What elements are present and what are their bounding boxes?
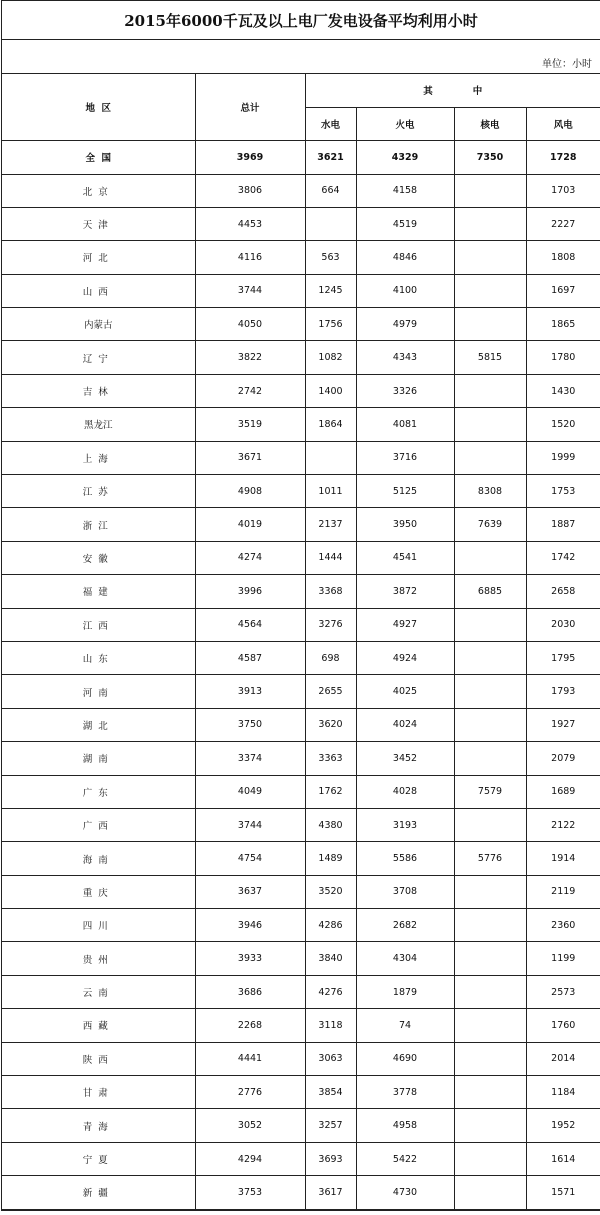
cell-total: 3052 xyxy=(195,1109,305,1142)
cell-wind: 2227 xyxy=(526,207,600,240)
cell-thermal: 4158 xyxy=(356,174,454,207)
table-row xyxy=(2,1009,600,1042)
cell-nuclear xyxy=(454,641,526,674)
cell-wind: 1753 xyxy=(526,475,600,508)
cell-thermal: 4025 xyxy=(356,675,454,708)
cell-hydro: 1864 xyxy=(305,408,356,441)
cell-hydro: 1082 xyxy=(305,341,356,374)
cell-region: 黑龙江 xyxy=(2,408,195,441)
cell-region: 内蒙古 xyxy=(2,308,195,341)
cell-thermal: 3193 xyxy=(356,808,454,841)
table-row xyxy=(2,541,600,574)
cell-nuclear xyxy=(454,742,526,775)
cell-thermal: 4100 xyxy=(356,274,454,307)
cell-thermal: 5125 xyxy=(356,475,454,508)
national-wind: 1728 xyxy=(526,140,600,174)
header-group-label: 其中 xyxy=(423,86,523,98)
cell-wind: 2119 xyxy=(526,875,600,908)
cell-nuclear xyxy=(454,1009,526,1042)
cell-total: 4049 xyxy=(195,775,305,808)
header-total: 总计 xyxy=(195,74,305,140)
header-hydro: 水电 xyxy=(305,107,356,140)
table-body xyxy=(2,140,600,1209)
table-row xyxy=(2,1142,600,1175)
cell-thermal: 3778 xyxy=(356,1076,454,1109)
table-row xyxy=(2,174,600,207)
cell-hydro: 698 xyxy=(305,641,356,674)
cell-hydro: 664 xyxy=(305,174,356,207)
cell-wind: 2014 xyxy=(526,1042,600,1075)
cell-wind: 1999 xyxy=(526,441,600,474)
cell-hydro: 1245 xyxy=(305,274,356,307)
cell-hydro: 563 xyxy=(305,241,356,274)
cell-hydro: 4276 xyxy=(305,975,356,1008)
cell-region: 福建 xyxy=(2,575,195,608)
table-row xyxy=(2,875,600,908)
cell-total: 3750 xyxy=(195,708,305,741)
cell-wind: 1760 xyxy=(526,1009,600,1042)
cell-wind: 1614 xyxy=(526,1142,600,1175)
cell-wind: 1865 xyxy=(526,308,600,341)
table-row xyxy=(2,775,600,808)
cell-wind: 1914 xyxy=(526,842,600,875)
cell-thermal: 3326 xyxy=(356,374,454,407)
cell-total: 3913 xyxy=(195,675,305,708)
cell-total: 4050 xyxy=(195,308,305,341)
table-row xyxy=(2,1076,600,1109)
cell-nuclear xyxy=(454,1142,526,1175)
table-row xyxy=(2,909,600,942)
cell-wind: 1742 xyxy=(526,541,600,574)
cell-wind: 1689 xyxy=(526,775,600,808)
cell-region: 陕西 xyxy=(2,1042,195,1075)
cell-nuclear xyxy=(454,374,526,407)
cell-region: 江苏 xyxy=(2,475,195,508)
cell-thermal: 3716 xyxy=(356,441,454,474)
cell-thermal: 4304 xyxy=(356,942,454,975)
cell-thermal: 2682 xyxy=(356,909,454,942)
cell-thermal: 3708 xyxy=(356,875,454,908)
cell-nuclear: 6885 xyxy=(454,575,526,608)
cell-total: 2742 xyxy=(195,374,305,407)
cell-region: 吉林 xyxy=(2,374,195,407)
cell-total: 3806 xyxy=(195,174,305,207)
table-row xyxy=(2,308,600,341)
cell-nuclear: 7579 xyxy=(454,775,526,808)
cell-total: 3822 xyxy=(195,341,305,374)
cell-nuclear xyxy=(454,1109,526,1142)
table-row xyxy=(2,274,600,307)
cell-nuclear xyxy=(454,909,526,942)
cell-thermal: 4541 xyxy=(356,541,454,574)
table-row xyxy=(2,975,600,1008)
cell-thermal: 4519 xyxy=(356,207,454,240)
table-row xyxy=(2,708,600,741)
cell-wind: 1697 xyxy=(526,274,600,307)
cell-wind: 1887 xyxy=(526,508,600,541)
cell-region: 广东 xyxy=(2,775,195,808)
cell-region: 西藏 xyxy=(2,1009,195,1042)
cell-thermal: 4730 xyxy=(356,1176,454,1209)
cell-nuclear: 7639 xyxy=(454,508,526,541)
cell-region: 山东 xyxy=(2,641,195,674)
cell-region: 上海 xyxy=(2,441,195,474)
cell-total: 3686 xyxy=(195,975,305,1008)
cell-thermal: 4343 xyxy=(356,341,454,374)
cell-thermal: 3950 xyxy=(356,508,454,541)
cell-nuclear xyxy=(454,975,526,1008)
cell-hydro: 1400 xyxy=(305,374,356,407)
cell-hydro: 3368 xyxy=(305,575,356,608)
table-row xyxy=(2,675,600,708)
cell-total: 4294 xyxy=(195,1142,305,1175)
cell-region: 辽宁 xyxy=(2,341,195,374)
cell-nuclear xyxy=(454,942,526,975)
cell-total: 3637 xyxy=(195,875,305,908)
cell-nuclear: 5776 xyxy=(454,842,526,875)
cell-thermal: 4846 xyxy=(356,241,454,274)
table-row xyxy=(2,374,600,407)
table-row xyxy=(2,1042,600,1075)
cell-total: 2268 xyxy=(195,1009,305,1042)
cell-wind: 1520 xyxy=(526,408,600,441)
cell-nuclear xyxy=(454,308,526,341)
cell-region: 重庆 xyxy=(2,875,195,908)
cell-wind: 2030 xyxy=(526,608,600,641)
cell-region: 安徽 xyxy=(2,541,195,574)
cell-total: 3946 xyxy=(195,909,305,942)
cell-nuclear xyxy=(454,207,526,240)
cell-wind: 1430 xyxy=(526,374,600,407)
cell-total: 4116 xyxy=(195,241,305,274)
cell-hydro: 1762 xyxy=(305,775,356,808)
cell-total: 3374 xyxy=(195,742,305,775)
cell-region: 云南 xyxy=(2,975,195,1008)
cell-region: 新疆 xyxy=(2,1176,195,1209)
cell-thermal: 3872 xyxy=(356,575,454,608)
cell-total: 4441 xyxy=(195,1042,305,1075)
cell-hydro: 3257 xyxy=(305,1109,356,1142)
cell-region: 贵州 xyxy=(2,942,195,975)
cell-total: 3744 xyxy=(195,808,305,841)
national-hydro: 3621 xyxy=(305,140,356,174)
cell-hydro: 2137 xyxy=(305,508,356,541)
cell-total: 4587 xyxy=(195,641,305,674)
cell-nuclear xyxy=(454,174,526,207)
cell-thermal: 5586 xyxy=(356,842,454,875)
cell-thermal: 4979 xyxy=(356,308,454,341)
cell-nuclear xyxy=(454,675,526,708)
cell-nuclear xyxy=(454,408,526,441)
cell-nuclear xyxy=(454,808,526,841)
cell-region: 海南 xyxy=(2,842,195,875)
cell-thermal: 4958 xyxy=(356,1109,454,1142)
cell-hydro: 4380 xyxy=(305,808,356,841)
header-thermal: 火电 xyxy=(356,107,454,140)
cell-total: 3671 xyxy=(195,441,305,474)
cell-region: 河南 xyxy=(2,675,195,708)
cell-nuclear xyxy=(454,708,526,741)
table-row xyxy=(2,1176,600,1209)
utilization-table xyxy=(2,74,600,1210)
cell-thermal: 4081 xyxy=(356,408,454,441)
cell-total: 4908 xyxy=(195,475,305,508)
cell-hydro: 3617 xyxy=(305,1176,356,1209)
cell-hydro: 3118 xyxy=(305,1009,356,1042)
cell-total: 3996 xyxy=(195,575,305,608)
table-row xyxy=(2,742,600,775)
table-row xyxy=(2,475,600,508)
cell-region: 浙江 xyxy=(2,508,195,541)
cell-region: 青海 xyxy=(2,1109,195,1142)
table-row xyxy=(2,842,600,875)
table-row xyxy=(2,608,600,641)
cell-hydro: 3840 xyxy=(305,942,356,975)
cell-region: 天津 xyxy=(2,207,195,240)
cell-hydro: 3276 xyxy=(305,608,356,641)
cell-total: 4453 xyxy=(195,207,305,240)
cell-wind: 2573 xyxy=(526,975,600,1008)
national-nuclear: 7350 xyxy=(454,140,526,174)
cell-nuclear xyxy=(454,241,526,274)
unit-label: 单位：小时 xyxy=(2,40,600,74)
header-wind: 风电 xyxy=(526,107,600,140)
cell-region: 四川 xyxy=(2,909,195,942)
cell-thermal: 4927 xyxy=(356,608,454,641)
cell-hydro: 3520 xyxy=(305,875,356,908)
cell-region: 湖北 xyxy=(2,708,195,741)
table-row xyxy=(2,207,600,240)
cell-region: 广西 xyxy=(2,808,195,841)
cell-hydro: 1011 xyxy=(305,475,356,508)
cell-nuclear: 5815 xyxy=(454,341,526,374)
header-nuclear: 核电 xyxy=(454,107,526,140)
cell-thermal: 4924 xyxy=(356,641,454,674)
cell-total: 3933 xyxy=(195,942,305,975)
cell-nuclear xyxy=(454,274,526,307)
cell-hydro: 4286 xyxy=(305,909,356,942)
national-row xyxy=(2,140,600,174)
cell-hydro: 2655 xyxy=(305,675,356,708)
cell-thermal: 74 xyxy=(356,1009,454,1042)
cell-hydro: 3063 xyxy=(305,1042,356,1075)
cell-total: 4564 xyxy=(195,608,305,641)
cell-hydro xyxy=(305,441,356,474)
header-group xyxy=(305,74,600,107)
page-title: 2015年6000千瓦及以上电厂发电设备平均利用小时 xyxy=(2,0,600,40)
table-row xyxy=(2,808,600,841)
cell-wind: 1780 xyxy=(526,341,600,374)
cell-thermal: 4028 xyxy=(356,775,454,808)
table-row xyxy=(2,942,600,975)
table-row xyxy=(2,641,600,674)
cell-nuclear: 8308 xyxy=(454,475,526,508)
cell-region: 江西 xyxy=(2,608,195,641)
cell-hydro: 3854 xyxy=(305,1076,356,1109)
table-row xyxy=(2,441,600,474)
cell-thermal: 4690 xyxy=(356,1042,454,1075)
table-row xyxy=(2,575,600,608)
table-row xyxy=(2,508,600,541)
cell-nuclear xyxy=(454,1076,526,1109)
cell-hydro: 1489 xyxy=(305,842,356,875)
cell-region: 湖南 xyxy=(2,742,195,775)
cell-nuclear xyxy=(454,1176,526,1209)
document-sheet xyxy=(1,0,600,1211)
cell-region: 甘肃 xyxy=(2,1076,195,1109)
cell-nuclear xyxy=(454,541,526,574)
cell-wind: 2360 xyxy=(526,909,600,942)
cell-wind: 1952 xyxy=(526,1109,600,1142)
cell-thermal: 1879 xyxy=(356,975,454,1008)
cell-hydro xyxy=(305,207,356,240)
cell-wind: 2122 xyxy=(526,808,600,841)
cell-region: 宁夏 xyxy=(2,1142,195,1175)
cell-hydro: 3620 xyxy=(305,708,356,741)
cell-total: 2776 xyxy=(195,1076,305,1109)
cell-hydro: 3693 xyxy=(305,1142,356,1175)
cell-total: 3753 xyxy=(195,1176,305,1209)
cell-region: 河北 xyxy=(2,241,195,274)
cell-nuclear xyxy=(454,608,526,641)
cell-total: 4754 xyxy=(195,842,305,875)
table-row xyxy=(2,241,600,274)
cell-total: 3744 xyxy=(195,274,305,307)
cell-thermal: 3452 xyxy=(356,742,454,775)
cell-wind: 1184 xyxy=(526,1076,600,1109)
cell-total: 4019 xyxy=(195,508,305,541)
cell-region: 山西 xyxy=(2,274,195,307)
cell-nuclear xyxy=(454,875,526,908)
cell-wind: 2079 xyxy=(526,742,600,775)
cell-wind: 1793 xyxy=(526,675,600,708)
cell-wind: 1703 xyxy=(526,174,600,207)
cell-nuclear xyxy=(454,1042,526,1075)
header-region: 地 区 xyxy=(2,74,195,140)
cell-thermal: 5422 xyxy=(356,1142,454,1175)
table-row xyxy=(2,408,600,441)
cell-wind: 1795 xyxy=(526,641,600,674)
cell-hydro: 3363 xyxy=(305,742,356,775)
cell-wind: 1808 xyxy=(526,241,600,274)
national-total: 3969 xyxy=(195,140,305,174)
cell-nuclear xyxy=(454,441,526,474)
cell-wind: 1571 xyxy=(526,1176,600,1209)
cell-hydro: 1444 xyxy=(305,541,356,574)
cell-hydro: 1756 xyxy=(305,308,356,341)
cell-total: 4274 xyxy=(195,541,305,574)
cell-thermal: 4024 xyxy=(356,708,454,741)
cell-total: 3519 xyxy=(195,408,305,441)
cell-wind: 1927 xyxy=(526,708,600,741)
national-region: 全 国 xyxy=(2,140,195,174)
table-row xyxy=(2,1109,600,1142)
cell-wind: 2658 xyxy=(526,575,600,608)
national-thermal: 4329 xyxy=(356,140,454,174)
cell-region: 北京 xyxy=(2,174,195,207)
table-row xyxy=(2,341,600,374)
cell-wind: 1199 xyxy=(526,942,600,975)
